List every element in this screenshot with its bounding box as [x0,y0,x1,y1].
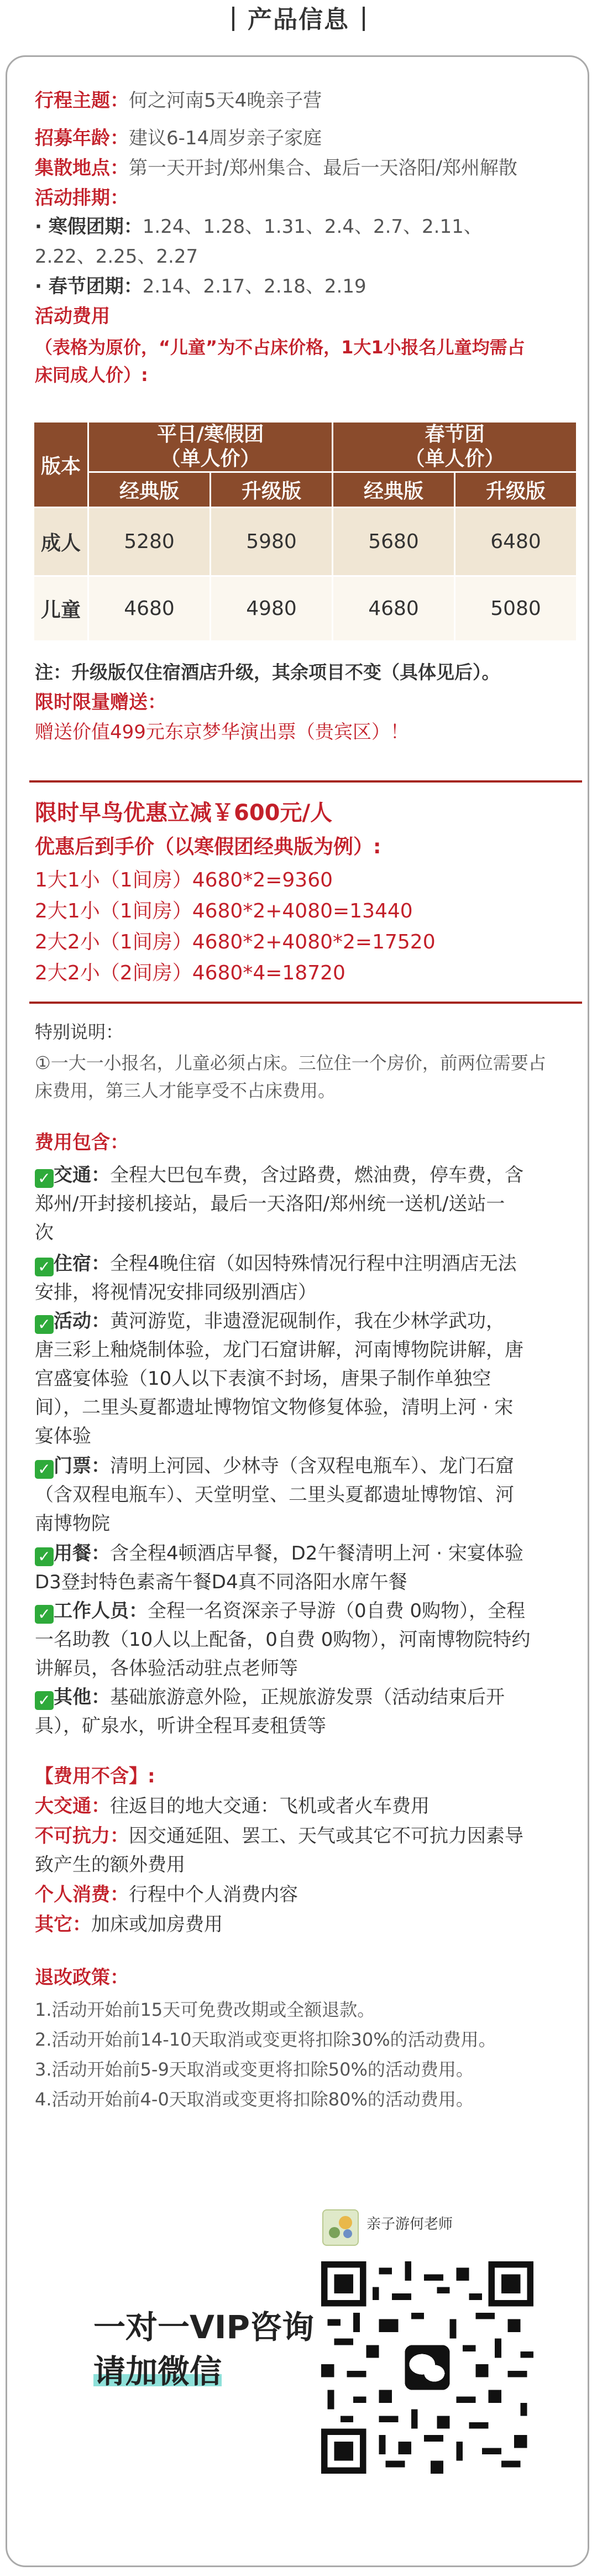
activities-line-1: 黄河游览，非遗澄泥砚制作，我在少林学武功， [110,1310,505,1332]
early-bird-subtitle: 优惠后到手价（以寒假团经典版为例）: [35,836,381,858]
fee-note-line-1: （表格为原价，“儿童”为不占床价格，1大1小报名儿童均需占 [35,337,525,358]
add-wechat-wrapper [93,2351,222,2395]
recruit-label: 招募年龄： [35,127,129,149]
list-item: 2大1小（1间房）4680*2+4080=13440 [35,900,413,922]
avatar [322,2209,359,2246]
excl-personal-text: 行程中个人消费内容 [129,1884,298,1906]
staff-label: 工作人员： [54,1600,148,1622]
header-right-bar [363,7,365,31]
activities-line-3: 宫盛宴体验（10人以下表演不封场，唐果子制作单独空 [35,1368,491,1390]
special-text-line-2: 床费用，第三人才能享受不占床费用。 [35,1080,336,1101]
price-cell: 5680 [333,508,455,576]
table-row [34,508,577,576]
spring-dates: 2.14、2.17、2.18、2.19 [142,275,366,298]
includes-staff [35,1597,582,1683]
includes-other [35,1683,582,1740]
price-cell: 4680 [333,576,455,642]
price-cell: 5280 [88,508,211,576]
gather-row [35,155,517,181]
group2-classic-header: 经典版 [333,472,455,508]
table-row [34,576,577,642]
price-cell: 5080 [455,576,577,642]
gift-label: 限时限量赠送： [35,691,166,713]
recruit-row [35,126,322,151]
check-icon: ✓ [35,1315,54,1334]
includes-traffic [35,1161,582,1247]
group1-header [88,422,333,472]
list-item: 1大1小（1间房）4680*2=9360 [35,869,333,891]
spring-label: · 春节团期： [35,275,143,298]
gift-text: 赠送价值499元东京梦华演出票（贵宾区）！ [35,721,409,743]
excl-other-label: 其它： [35,1913,91,1936]
divider [29,780,582,783]
list-item: 4.活动开始前4-0天取消或变更将扣除80%的活动费用。 [35,2089,474,2110]
early-bird-title: 限时早鸟优惠立减￥600元/人 [35,800,333,826]
winter-label: · 寒假团期： [35,216,143,238]
excl-personal-label: 个人消费： [35,1884,129,1906]
price-cell: 4680 [88,576,211,642]
other-line-2: 具），矿泉水，听讲全程耳麦租赁等 [35,1715,326,1737]
qr-code-icon [321,2261,533,2474]
group2-header [333,422,577,472]
excludes-title: 【费用不含】: [35,1765,155,1787]
check-icon: ✓ [35,1547,54,1566]
traffic-line-2: 郑州/开封接机接站，最后一天洛阳/郑州统一送机/送站一 [35,1193,505,1215]
fee-label: 活动费用 [35,305,110,327]
traffic-label: 交通： [54,1164,110,1186]
traffic-line-1: 全程大巴包车费，含过路费，燃油费，停车费，含 [110,1164,523,1186]
list-item: 2大2小（1间房）4680*2+4080*2=17520 [35,931,436,953]
theme-label: 行程主题： [35,90,129,112]
list-item: 2.活动开始前14-10天取消或变更将扣除30%的活动费用。 [35,2029,496,2050]
winter-dates-line-2: 2.22、2.25、2.27 [35,246,198,268]
divider [29,1002,582,1004]
row-label-child: 儿童 [34,576,88,642]
gather-value: 第一天开封/郑州集合、最后一天洛阳/郑州解散 [129,157,517,179]
winter-dates-line-1: 1.24、1.28、1.31、2.4、2.7、2.11、 [142,216,483,238]
excl-force-text-2: 致产生的额外费用 [35,1854,185,1876]
special-text-line-1: ①一大一小报名，儿童必须占床。三位住一个房价，前两位需要占 [35,1052,546,1073]
price-cell: 6480 [455,508,577,576]
product-info-card [6,55,589,2567]
excl-force-text-1: 因交通延阻、罢工、天气或其它不可抗力因素导 [129,1825,523,1847]
check-icon: ✓ [35,1605,54,1624]
version-header: 版本 [34,422,88,508]
refund-title: 退改政策： [35,1967,129,1989]
tickets-label: 门票： [54,1455,110,1477]
other-label: 其他： [54,1686,110,1708]
activities-line-5: 宴体验 [35,1425,91,1447]
check-icon: ✓ [35,1691,54,1710]
spring-row [35,274,366,299]
excludes-personal [35,1882,298,1907]
group1-subtitle: （单人价） [160,447,260,470]
staff-line-3: 讲解员，各体验活动驻点老师等 [35,1657,298,1680]
excludes-force [35,1823,523,1849]
price-cell: 4980 [211,576,333,642]
excludes-traffic [35,1793,430,1819]
activities-label: 活动： [54,1310,110,1332]
price-table [33,421,578,642]
staff-line-1: 全程一名资深亲子导游（0自费 0购物），全程 [148,1600,526,1622]
fee-note-line-2: 床同成人价）: [35,364,148,385]
theme-value: 何之河南5天4晚亲子营 [129,90,322,112]
group2-subtitle: （单人价） [405,447,505,470]
upgrade-note: 注：升级版仅住宿酒店升级，其余项目不变（具体见后）。 [35,661,500,683]
stay-label: 住宿： [54,1253,110,1275]
list-item: 2大2小（2间房）4680*4=18720 [35,962,345,984]
group1-classic-header: 经典版 [88,472,211,508]
excl-traffic-label: 大交通： [35,1795,110,1817]
check-icon: ✓ [35,1460,54,1479]
stay-line-2: 安排，将视情况安排同级别酒店） [35,1281,317,1303]
excludes-other [35,1912,223,1937]
recruit-value: 建议6-14周岁亲子家庭 [129,127,322,149]
wechat-name: 亲子游何老师 [366,2216,453,2233]
includes-meals [35,1539,582,1597]
traffic-line-3: 次 [35,1222,54,1244]
page-title: 产品信息 [248,6,349,34]
meals-label: 用餐： [54,1542,110,1565]
tickets-line-1: 清明上河园、少林寺（含双程电瓶车）、龙门石窟 [110,1455,514,1477]
winter-row [35,214,483,239]
gather-label: 集散地点： [35,157,129,179]
theme-row [35,88,322,113]
vip-consult-title: 一对一VIP咨询 [93,2308,314,2346]
check-icon: ✓ [35,1169,54,1188]
price-cell: 5980 [211,508,333,576]
check-icon: ✓ [35,1258,54,1276]
stay-line-1: 全程4晚住宿（如因特殊情况行程中注明酒店无法 [110,1253,517,1275]
includes-activities [35,1307,582,1451]
schedule-label: 活动排期： [35,187,129,209]
staff-line-2: 一名助教（10人以上配备，0自费 0购物），河南博物院特约 [35,1629,531,1651]
list-item: 3.活动开始前5-9天取消或变更将扣除50%的活动费用。 [35,2059,474,2080]
list-item: 1.活动开始前15天可免费改期或全额退款。 [35,1999,375,2020]
wechat-qr-code[interactable] [321,2261,533,2474]
tickets-line-2: （含双程电瓶车）、天堂明堂、二里头夏都遗址博物馆、河 [35,1484,514,1506]
wechat-account[interactable] [322,2209,554,2248]
group2-title: 春节团 [425,423,485,446]
group1-upgrade-header: 升级版 [211,472,333,508]
group1-title: 平日/寒假团 [156,423,264,446]
add-wechat-text: 请加微信 [93,2353,222,2390]
group2-upgrade-header: 升级版 [455,472,577,508]
page-header [0,0,597,44]
activities-line-2: 唐三彩上釉烧制体验，龙门石窟讲解，河南博物院讲解，唐 [35,1339,523,1361]
excl-other-text: 加床或加房费用 [91,1913,223,1936]
includes-tickets [35,1452,582,1538]
special-title: 特别说明： [35,1021,124,1042]
includes-title: 费用包含： [35,1131,129,1154]
row-label-adult: 成人 [34,508,88,576]
other-line-1: 基础旅游意外险，正规旅游发票（活动结束后开 [110,1686,505,1708]
tickets-line-3: 南博物院 [35,1513,110,1535]
excl-traffic-text: 往返目的地大交通：飞机或者火车费用 [110,1795,430,1817]
meals-line-2: D3登封特色素斋午餐D4真不同洛阳水席午餐 [35,1571,407,1593]
meals-line-1: 含全程4顿酒店早餐，D2午餐清明上河 · 宋宴体验 [110,1542,523,1565]
activities-line-4: 间），二里头夏都遗址博物馆文物修复体验，清明上河 · 宋 [35,1396,514,1419]
excl-force-label: 不可抗力： [35,1825,129,1847]
includes-stay [35,1249,582,1307]
